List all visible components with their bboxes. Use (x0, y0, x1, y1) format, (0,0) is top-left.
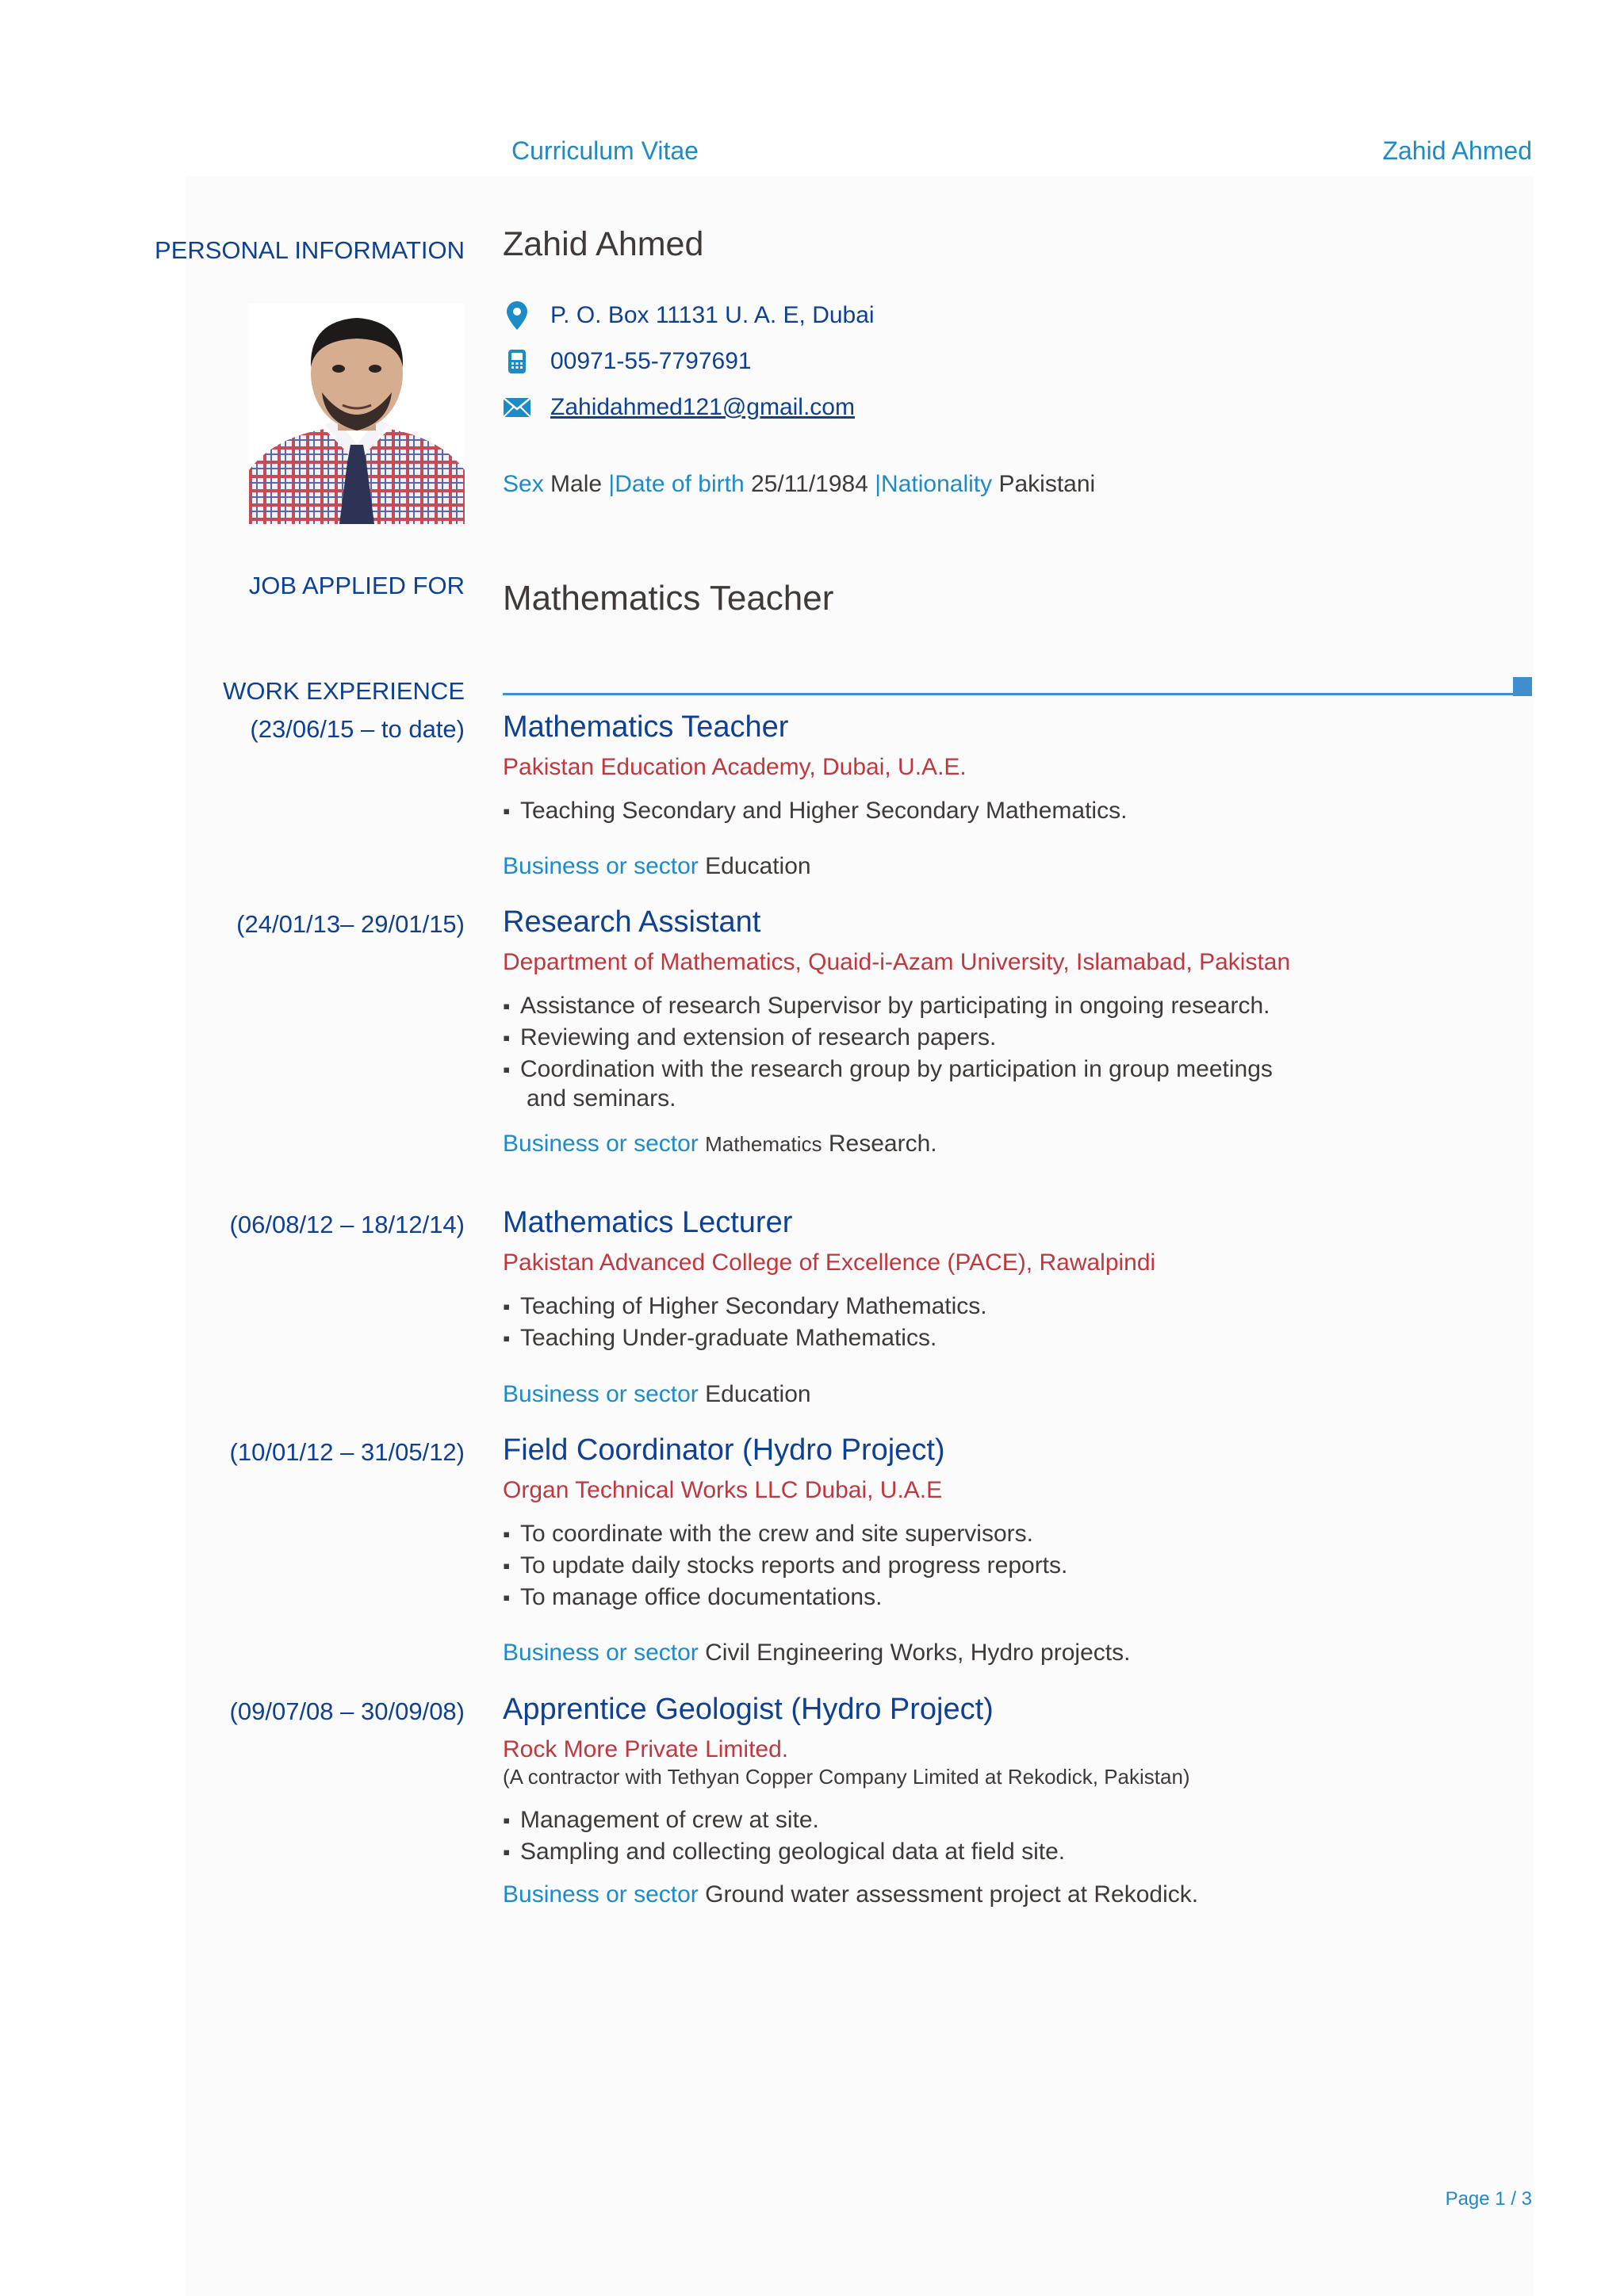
list-item: ▪ To coordinate with the crew and site supervisors. (503, 1518, 1067, 1550)
separator: | (875, 471, 882, 497)
separator: | (608, 471, 615, 497)
list-item: ▪ Coordination with the research group by participation in group meetings (503, 1054, 1273, 1085)
sex-value: Male (550, 471, 603, 497)
nationality-value: Pakistani (998, 471, 1096, 497)
entry-employer: Department of Mathematics, Quaid-i-Azam University, Islamabad, Pakistan (503, 949, 1291, 975)
list-item: ▪ Management of crew at site. (503, 1804, 1065, 1836)
entry-bullets (503, 990, 1273, 1085)
sector-value: Civil Engineering Works, Hydro projects. (705, 1640, 1131, 1666)
entry-bullets (503, 1291, 987, 1354)
job-applied-value: Mathematics Teacher (503, 579, 834, 618)
sector-label: Business or sector (503, 1640, 699, 1666)
sector-subject: Mathematics (705, 1132, 822, 1156)
page-number: Page 1 / 3 (1445, 2188, 1532, 2210)
list-item: ▪ Assistance of research Supervisor by participating in ongoing research. (503, 990, 1273, 1022)
list-item: ▪ Reviewing and extension of research papers. (503, 1022, 1273, 1054)
entry-dates: (06/08/12 – 18/12/14) (229, 1211, 465, 1238)
profile-photo (249, 304, 465, 524)
divider-end-square (1513, 677, 1532, 696)
list-item-continuation: and seminars. (527, 1085, 676, 1112)
sector-value: Education (705, 1381, 811, 1407)
address-line (503, 301, 875, 330)
entry-dates: (24/01/13– 29/01/15) (236, 910, 465, 938)
list-item: ▪ Teaching Secondary and Higher Secondary Mathematics. (503, 795, 1127, 827)
sector-value: Ground water assessment project at Rekodick. (705, 1881, 1199, 1908)
entry-sector (503, 1381, 811, 1408)
entry-job-title: Apprentice Geologist (Hydro Project) (503, 1693, 994, 1726)
list-item: ▪ Sampling and collecting geological data at field site. (503, 1836, 1065, 1868)
document-title: Curriculum Vitae (511, 136, 699, 165)
sector-value: Education (705, 853, 811, 879)
entry-dates: (09/07/08 – 30/09/08) (229, 1697, 465, 1725)
section-label-work-experience: WORK EXPERIENCE (223, 677, 465, 705)
list-item: ▪ To manage office documentations. (503, 1582, 1067, 1613)
entry-job-title: Mathematics Teacher (503, 710, 789, 744)
list-item: ▪ Teaching of Higher Secondary Mathematics. (503, 1291, 987, 1322)
dob-value: 25/11/1984 (750, 471, 868, 497)
entry-sector (503, 853, 811, 880)
entry-employer: Rock More Private Limited. (503, 1736, 789, 1762)
section-label-personal-information: PERSONAL INFORMATION (155, 236, 465, 264)
entry-employer: Pakistan Advanced College of Excellence (PACE), Rawalpindi (503, 1249, 1156, 1276)
section-divider (503, 693, 1515, 695)
header-owner-name: Zahid Ahmed (1382, 136, 1532, 165)
section-label-job-applied: JOB APPLIED FOR (248, 572, 465, 599)
entry-dates: (23/06/15 – to date) (250, 715, 465, 743)
list-item: ▪ To update daily stocks reports and progress reports. (503, 1550, 1067, 1582)
personal-details-line (503, 471, 1095, 498)
sector-label: Business or sector (503, 1881, 699, 1908)
full-name: Zahid Ahmed (503, 225, 704, 263)
entry-job-title: Research Assistant (503, 905, 761, 939)
email-line[interactable] (503, 393, 855, 422)
sector-label: Business or sector (503, 1381, 699, 1407)
entry-sector (503, 1131, 937, 1158)
entry-bullets (503, 795, 1127, 827)
location-pin-icon (503, 301, 531, 330)
entry-job-title: Field Coordinator (Hydro Project) (503, 1433, 945, 1467)
entry-sector (503, 1640, 1130, 1667)
entry-employer: Pakistan Education Academy, Dubai, U.A.E. (503, 754, 967, 780)
entry-bullets (503, 1518, 1067, 1613)
phone-line (503, 347, 752, 376)
list-item: ▪ Teaching Under-graduate Mathematics. (503, 1322, 987, 1354)
phone-text: 00971-55-7797691 (550, 348, 752, 374)
address-text: P. O. Box 11131 U. A. E, Dubai (550, 302, 875, 328)
dob-label: Date of birth (615, 471, 745, 497)
entry-sector (503, 1881, 1198, 1908)
sector-label: Business or sector (503, 853, 699, 879)
mobile-phone-icon (503, 347, 531, 376)
nationality-label: Nationality (881, 471, 993, 497)
email-link[interactable]: Zahidahmed121@gmail.com (550, 394, 855, 420)
sector-label: Business or sector (503, 1131, 699, 1157)
entry-dates: (10/01/12 – 31/05/12) (229, 1438, 465, 1466)
entry-employer: Organ Technical Works LLC Dubai, U.A.E (503, 1477, 943, 1503)
entry-bullets (503, 1804, 1065, 1868)
envelope-icon (503, 393, 531, 422)
sex-label: Sex (503, 471, 544, 497)
entry-job-title: Mathematics Lecturer (503, 1206, 793, 1239)
sector-value: Research. (828, 1131, 937, 1157)
entry-employer-note: (A contractor with Tethyan Copper Company Limited at Rekodick, Pakistan) (503, 1765, 1190, 1789)
